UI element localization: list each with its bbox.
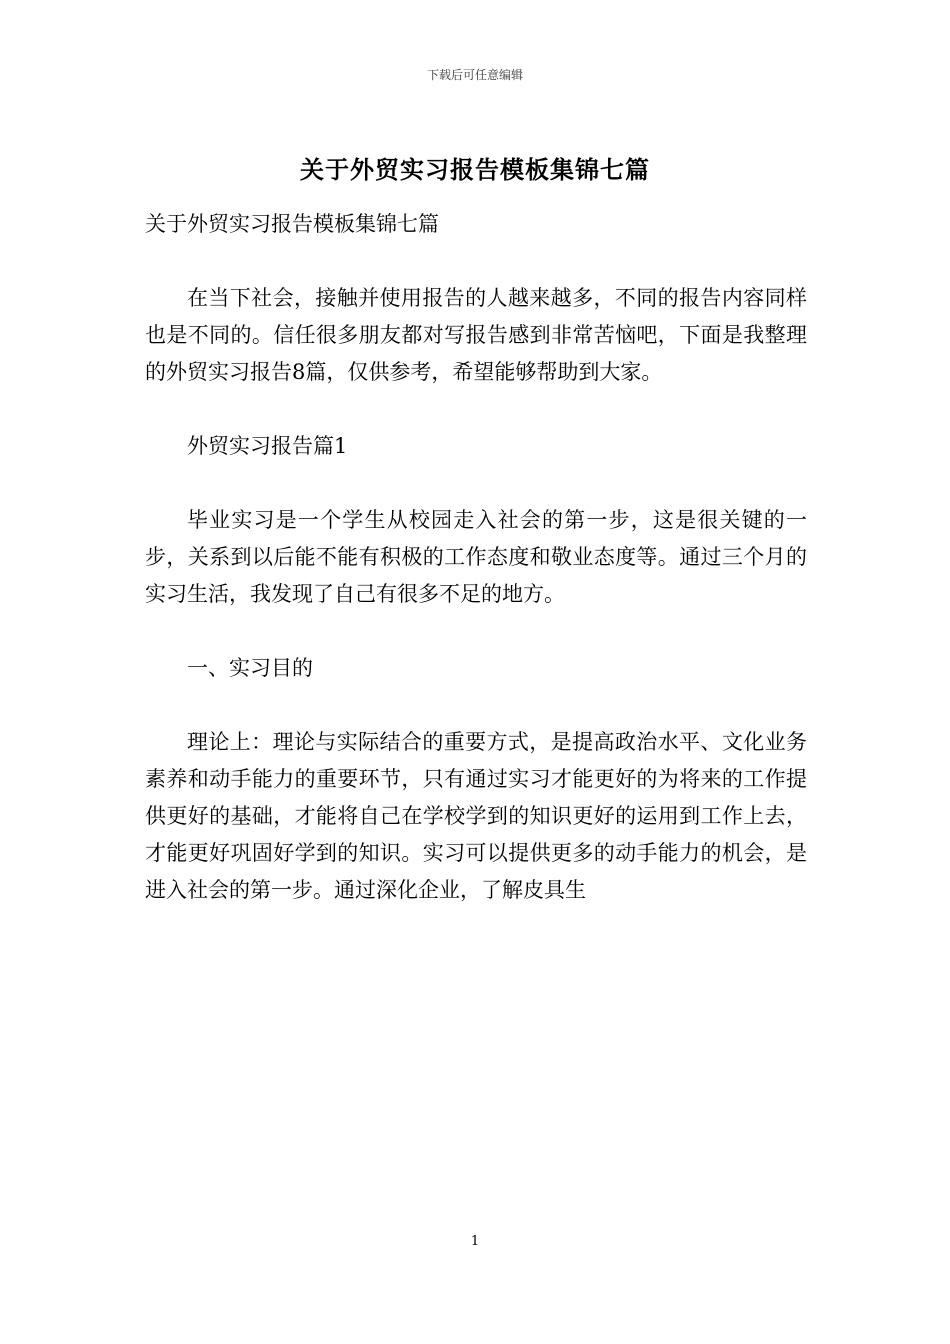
document-title: 关于外贸实习报告模板集锦七篇 bbox=[300, 155, 650, 184]
body-paragraph-theory: 理论上：理论与实际结合的重要方式，是提高政治水平、文化业务素养和动手能力的重要环节，只有通过实习才能更好的为将来的工作提供更好的基础，才能将自己在学校学到的知识更好的运用到工作上去，才能更好巩固好学到的知识。实习可以提供更多的动手能力的机会，是进入社会的第一步。通过深化企业，了解皮具生 bbox=[145, 730, 807, 902]
page-number: 1 bbox=[470, 1234, 480, 1249]
body-paragraph-internship: 毕业实习是一个学生从校园走入社会的第一步，这是很关键的一步，关系到以后能不能有积极的工作态度和敬业态度等。通过三个月的实习生活，我发现了自己有很多不足的地方。 bbox=[145, 508, 807, 606]
section-heading-report-1: 外贸实习报告篇1 bbox=[187, 434, 348, 458]
document-body bbox=[145, 206, 807, 946]
section-heading-purpose: 一、实习目的 bbox=[187, 656, 313, 680]
body-paragraph-subtitle: 关于外贸实习报告模板集锦七篇 bbox=[145, 212, 439, 236]
header-note: 下载后可任意编辑 bbox=[426, 68, 523, 82]
body-paragraph-intro: 在当下社会，接触并使用报告的人越来越多，不同的报告内容同样也是不同的。信任很多朋友都对写报告感到非常苦恼吧，下面是我整理的外贸实习报告8篇，仅供参考，希望能够帮助到大家。 bbox=[145, 286, 807, 384]
